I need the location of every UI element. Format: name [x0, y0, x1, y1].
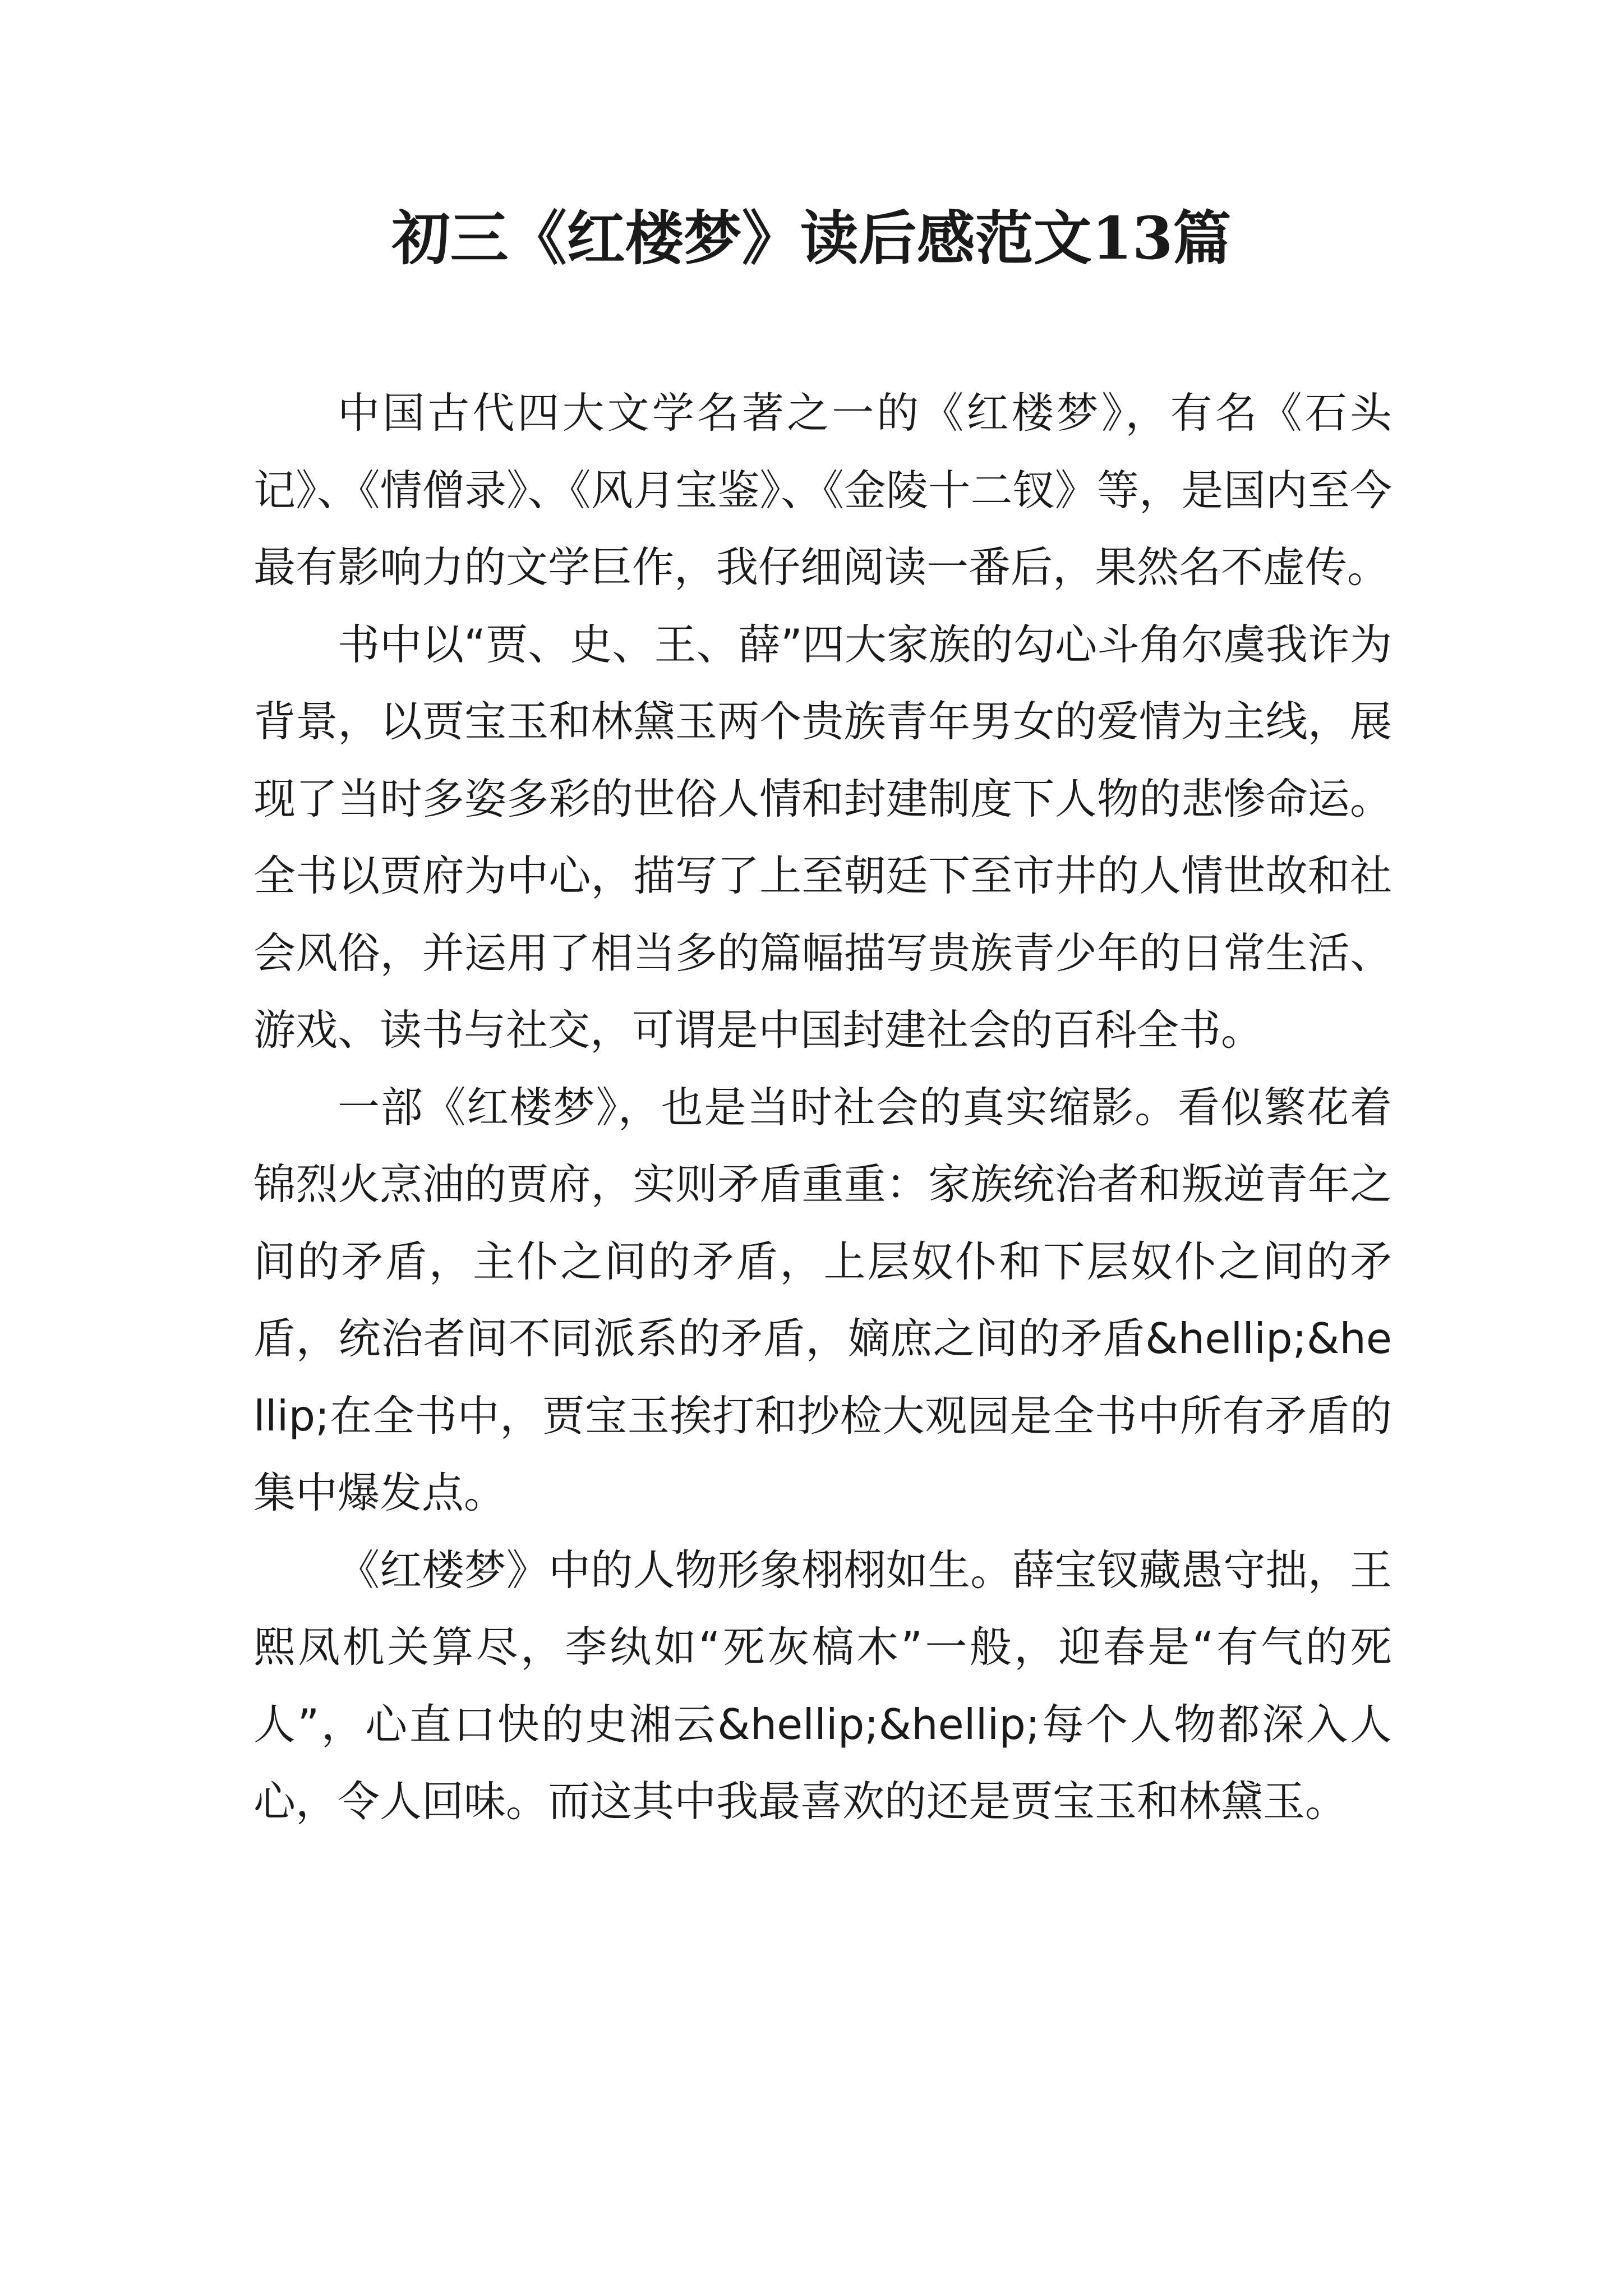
document-title: 初三《红楼梦》读后感范文13篇: [391, 204, 1232, 273]
document-body: [253, 375, 1392, 1841]
paragraph-2: 书中以“贾、史、王、薛”四大家族的勾心斗角尔虞我诈为背景，以贾宝玉和林黛玉两个贵族青年男女的爱情为主线，展现了当时多姿多彩的世俗人情和封建制度下人物的悲惨命运。全书以贾府为中心，描写了上至朝廷下至市井的人情世故和社会风俗，并运用了相当多的篇幅描写贵族青少年的日常生活、游戏、读书与社交，可谓是中国封建社会的百科全书。: [253, 619, 1392, 1055]
paragraph-3: 一部《红楼梦》，也是当时社会的真实缩影。看似繁花着锦烈火烹油的贾府，实则矛盾重重：家族统治者和叛逆青年之间的矛盾，主仆之间的矛盾，上层奴仆和下层奴仆之间的矛盾，统治者间不同派系的矛盾，嫡庶之间的矛盾&hellip;&hellip;在全书中，贾宝玉挨打和抄检大观园是全书中所有矛盾的集中爆发点。: [253, 1082, 1392, 1517]
paragraph-4: 《红楼梦》中的人物形象栩栩如生。薛宝钗藏愚守拙，王熙凤机关算尽，李纨如“死灰槁木”一般，迎春是“有气的死人”，心直口快的史湘云&hellip;&hellip;每个人物都深入人心，令人回味。而这其中我最喜欢的还是贾宝玉和林黛玉。: [253, 1545, 1392, 1826]
paragraph-1: 中国古代四大文学名著之一的《红楼梦》，有名《石头记》、《情僧录》、《风月宝鉴》、《金陵十二钗》等，是国内至今最有影响力的文学巨作，我仔细阅读一番后，果然名不虚传。: [253, 388, 1392, 592]
